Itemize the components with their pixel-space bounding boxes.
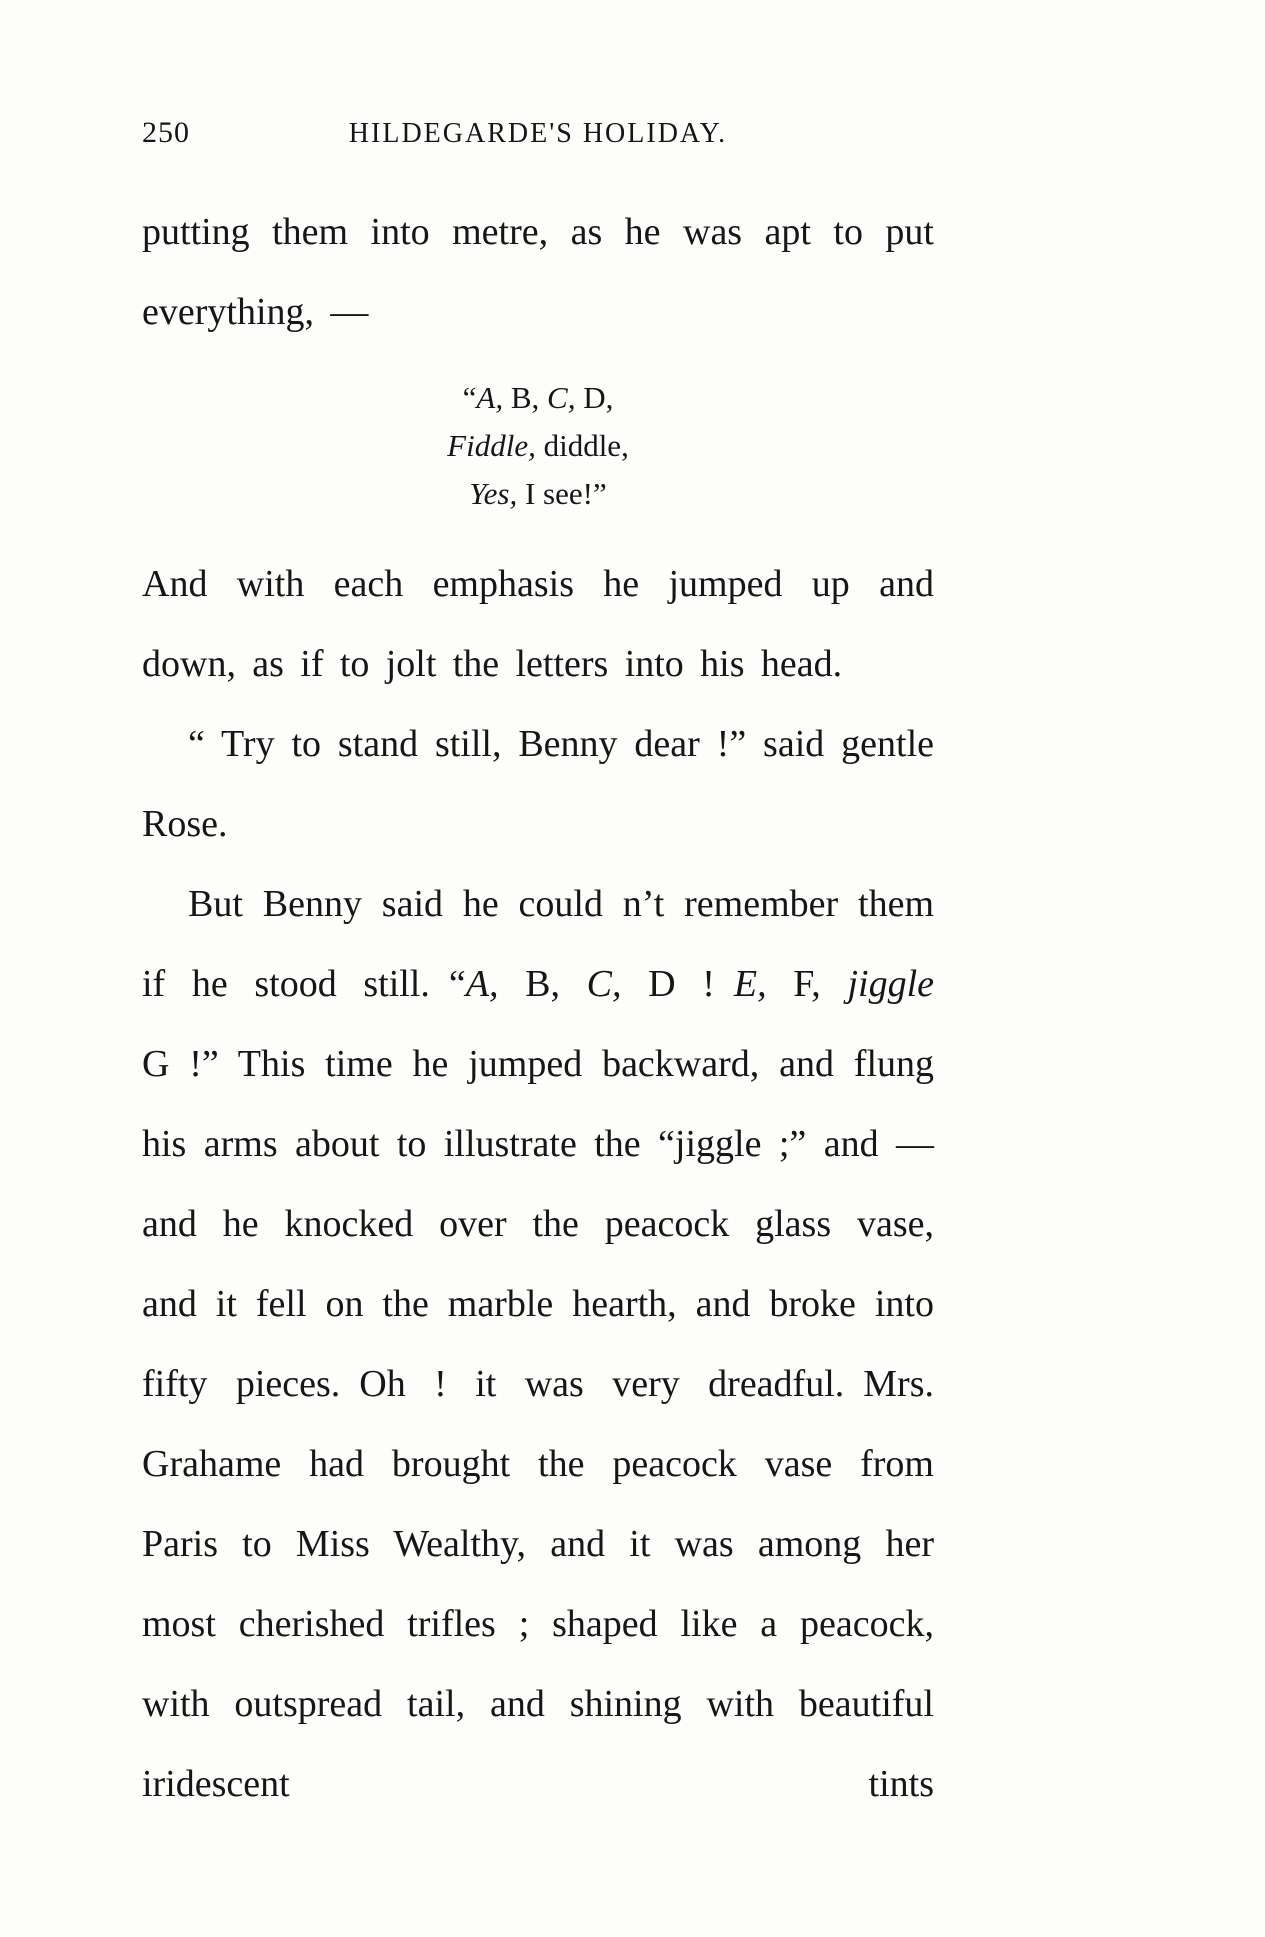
text-segment: B, [503,380,548,415]
text-segment: A, [476,380,504,415]
page-header [142,116,934,158]
verse-block [142,374,934,518]
text-segment: “ [462,380,477,415]
text-segment: Yes, [469,476,518,511]
text-segment: diddle, [535,428,629,463]
text-segment: D ! [621,963,734,1005]
text-segment: I see!” [517,476,607,511]
text-segment: D, [575,380,614,415]
text-block [142,116,934,1824]
text-segment: C, [586,963,622,1005]
text-segment: B, [498,963,587,1005]
verse-line-3 [142,470,934,518]
verse-line-1 [142,374,934,422]
text-segment: putting them into metre, as he was apt to put everything, — [142,211,934,333]
text-segment: C, [547,380,576,415]
text-segment: G !” This time he jumped backward, and flung his arms about to illustrate the “jiggle ;” and — and he knocked over the peacock glass vase, and it fell on the marble hearth, and broke into fifty pieces. Oh ! it was very dreadful. Mrs. Grahame had brought the peacock vase from Paris to Miss Wealthy, and it was among her most cherished trifles ; shaped like a peacock, with outspread tail, and shining with beautiful iridescent tints [142,1043,934,1805]
paragraph-jumped [142,544,934,704]
paragraph-opening [142,192,934,352]
paragraph-benny [142,864,934,1824]
text-segment: But Benny said he could n’t remember them if he stood still. “ [142,883,934,1005]
text-segment: And with each emphasis he jumped up and down, as if to jolt the letters into his head. [142,563,934,685]
text-segment: F, [766,963,848,1005]
page-number: 250 [142,116,190,149]
text-segment: Fiddle, [447,428,536,463]
text-segment: “ Try to stand still, Benny dear !” said gentle Rose. [142,723,934,845]
text-segment: E, [733,963,767,1005]
running-title: HILDEGARDE'S HOLIDAY. [348,118,728,149]
paragraph-try [142,704,934,864]
verse-line-2 [142,422,934,470]
text-segment: A, [465,963,499,1005]
text-segment: jiggle [847,963,935,1005]
